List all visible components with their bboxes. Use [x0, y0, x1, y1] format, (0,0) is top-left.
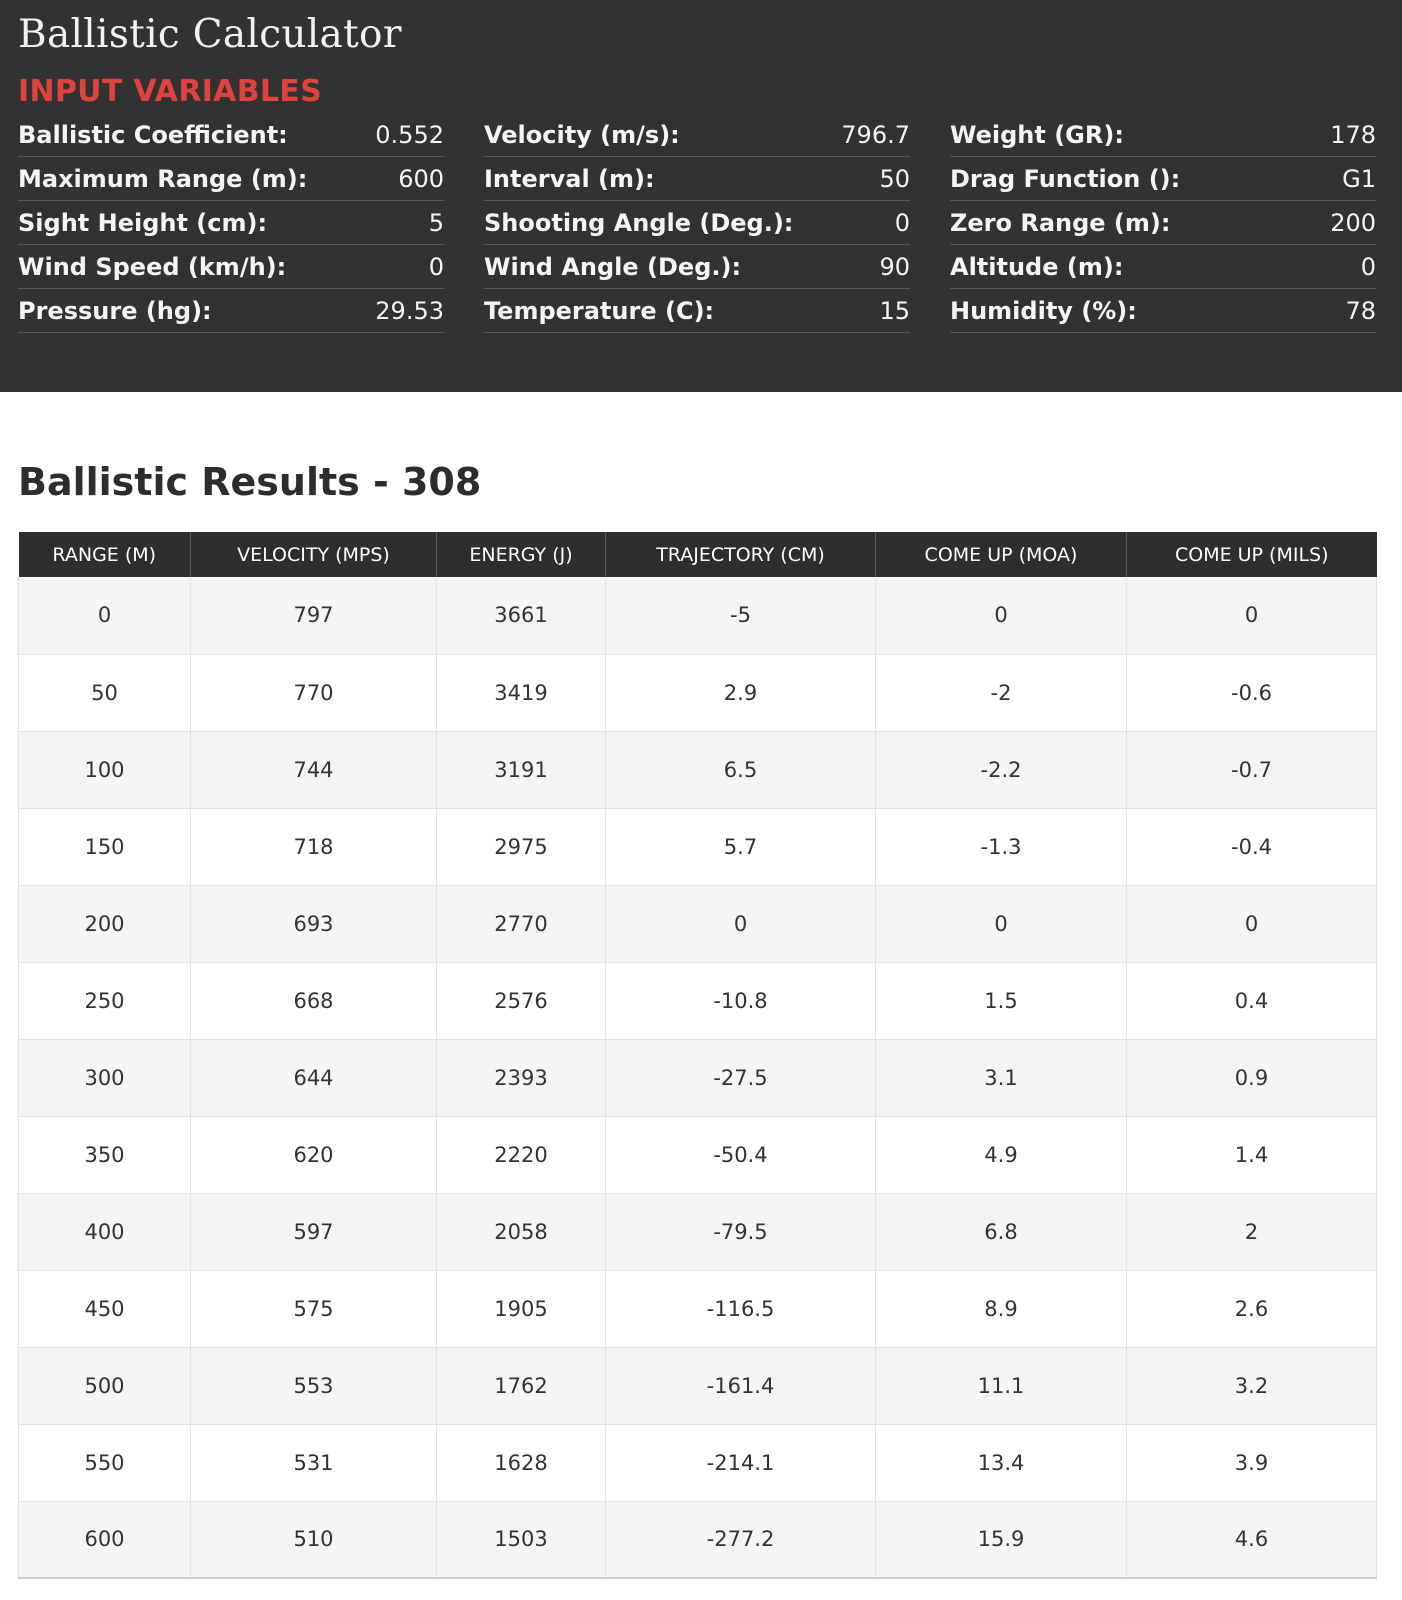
results-table [18, 532, 1377, 1579]
cell-come-up-mils: 2.6 [1127, 1270, 1377, 1347]
table-row [19, 731, 1377, 808]
cell-energy: 1503 [437, 1501, 606, 1578]
cell-energy: 2770 [437, 885, 606, 962]
cell-energy: 2576 [437, 962, 606, 1039]
input-label: Altitude (m): [950, 252, 1124, 281]
app-title: Ballistic Calculator [18, 12, 402, 57]
input-label: Maximum Range (m): [18, 164, 308, 193]
cell-energy: 3419 [437, 654, 606, 731]
table-row [19, 1270, 1377, 1347]
cell-trajectory: 5.7 [606, 808, 876, 885]
cell-velocity: 510 [191, 1501, 437, 1578]
input-row-maximum-range [18, 157, 444, 201]
cell-range: 400 [19, 1193, 191, 1270]
input-column-2 [484, 113, 910, 333]
cell-velocity: 693 [191, 885, 437, 962]
input-label: Sight Height (cm): [18, 208, 268, 237]
cell-velocity: 597 [191, 1193, 437, 1270]
cell-come-up-moa: 0 [876, 885, 1127, 962]
input-row-drag-function [950, 157, 1376, 201]
cell-come-up-mils: 1.4 [1127, 1116, 1377, 1193]
cell-trajectory: -10.8 [606, 962, 876, 1039]
cell-velocity: 644 [191, 1039, 437, 1116]
table-row [19, 885, 1377, 962]
input-label: Interval (m): [484, 164, 655, 193]
input-row-altitude [950, 245, 1376, 289]
cell-come-up-mils: -0.6 [1127, 654, 1377, 731]
cell-come-up-moa: -1.3 [876, 808, 1127, 885]
column-header-velocity: VELOCITY (MPS) [191, 532, 437, 577]
column-header-come-up-mils: COME UP (MILS) [1127, 532, 1377, 577]
input-label: Drag Function (): [950, 164, 1181, 193]
input-value: G1 [1342, 164, 1376, 193]
cell-energy: 2058 [437, 1193, 606, 1270]
cell-come-up-moa: 11.1 [876, 1347, 1127, 1424]
cell-energy: 1628 [437, 1424, 606, 1501]
cell-come-up-mils: 0.4 [1127, 962, 1377, 1039]
input-label: Shooting Angle (Deg.): [484, 208, 794, 237]
input-variables-heading: INPUT VARIABLES [18, 74, 322, 109]
input-label: Wind Angle (Deg.): [484, 252, 742, 281]
cell-velocity: 620 [191, 1116, 437, 1193]
input-value: 29.53 [375, 296, 444, 325]
input-row-zero-range [950, 201, 1376, 245]
cell-energy: 2975 [437, 808, 606, 885]
cell-range: 450 [19, 1270, 191, 1347]
table-row [19, 962, 1377, 1039]
input-value: 0 [894, 208, 910, 237]
input-panel [0, 0, 1402, 392]
input-value: 5 [428, 208, 444, 237]
input-value: 15 [879, 296, 910, 325]
column-header-trajectory: TRAJECTORY (CM) [606, 532, 876, 577]
input-row-shooting-angle [484, 201, 910, 245]
cell-trajectory: -79.5 [606, 1193, 876, 1270]
cell-trajectory: -27.5 [606, 1039, 876, 1116]
cell-range: 300 [19, 1039, 191, 1116]
input-value: 90 [879, 252, 910, 281]
table-row [19, 1424, 1377, 1501]
cell-trajectory: -50.4 [606, 1116, 876, 1193]
cell-trajectory: 0 [606, 885, 876, 962]
cell-come-up-moa: 13.4 [876, 1424, 1127, 1501]
column-header-come-up-moa: COME UP (MOA) [876, 532, 1127, 577]
input-value: 0.552 [375, 120, 444, 149]
cell-range: 500 [19, 1347, 191, 1424]
cell-trajectory: -5 [606, 577, 876, 654]
results-title: Ballistic Results - 308 [18, 460, 482, 504]
cell-come-up-mils: 0 [1127, 885, 1377, 962]
input-row-wind-speed [18, 245, 444, 289]
table-row [19, 808, 1377, 885]
cell-trajectory: 6.5 [606, 731, 876, 808]
cell-velocity: 553 [191, 1347, 437, 1424]
cell-come-up-moa: 3.1 [876, 1039, 1127, 1116]
cell-trajectory: -161.4 [606, 1347, 876, 1424]
input-value: 200 [1330, 208, 1376, 237]
cell-energy: 1905 [437, 1270, 606, 1347]
cell-range: 350 [19, 1116, 191, 1193]
cell-trajectory: -116.5 [606, 1270, 876, 1347]
input-row-temperature [484, 289, 910, 333]
cell-trajectory: -277.2 [606, 1501, 876, 1578]
table-row [19, 1039, 1377, 1116]
cell-come-up-moa: 1.5 [876, 962, 1127, 1039]
cell-velocity: 575 [191, 1270, 437, 1347]
input-label: Humidity (%): [950, 296, 1137, 325]
cell-come-up-moa: -2 [876, 654, 1127, 731]
input-row-velocity [484, 113, 910, 157]
input-label: Weight (GR): [950, 120, 1124, 149]
input-value: 0 [1360, 252, 1376, 281]
cell-velocity: 668 [191, 962, 437, 1039]
input-column-3 [950, 113, 1376, 333]
cell-range: 100 [19, 731, 191, 808]
cell-range: 250 [19, 962, 191, 1039]
input-column-1 [18, 113, 444, 333]
cell-come-up-moa: 15.9 [876, 1501, 1127, 1578]
cell-come-up-moa: -2.2 [876, 731, 1127, 808]
column-header-range: RANGE (M) [19, 532, 191, 577]
cell-trajectory: -214.1 [606, 1424, 876, 1501]
input-row-humidity [950, 289, 1376, 333]
results-table-body [19, 577, 1377, 1578]
input-value: 78 [1345, 296, 1376, 325]
input-row-sight-height [18, 201, 444, 245]
column-header-energy: ENERGY (J) [437, 532, 606, 577]
cell-come-up-mils: -0.7 [1127, 731, 1377, 808]
cell-come-up-mils: 3.9 [1127, 1424, 1377, 1501]
cell-come-up-mils: -0.4 [1127, 808, 1377, 885]
input-label: Pressure (hg): [18, 296, 212, 325]
cell-range: 600 [19, 1501, 191, 1578]
cell-trajectory: 2.9 [606, 654, 876, 731]
cell-range: 200 [19, 885, 191, 962]
cell-velocity: 718 [191, 808, 437, 885]
table-row [19, 577, 1377, 654]
cell-energy: 3661 [437, 577, 606, 654]
cell-range: 50 [19, 654, 191, 731]
input-value: 50 [879, 164, 910, 193]
input-row-pressure [18, 289, 444, 333]
cell-velocity: 770 [191, 654, 437, 731]
cell-energy: 1762 [437, 1347, 606, 1424]
cell-energy: 2393 [437, 1039, 606, 1116]
cell-come-up-mils: 4.6 [1127, 1501, 1377, 1578]
cell-come-up-moa: 6.8 [876, 1193, 1127, 1270]
cell-come-up-mils: 0 [1127, 577, 1377, 654]
cell-range: 150 [19, 808, 191, 885]
cell-velocity: 531 [191, 1424, 437, 1501]
cell-energy: 3191 [437, 731, 606, 808]
cell-come-up-moa: 8.9 [876, 1270, 1127, 1347]
cell-come-up-moa: 4.9 [876, 1116, 1127, 1193]
input-row-wind-angle [484, 245, 910, 289]
input-value: 796.7 [841, 120, 910, 149]
table-row [19, 1347, 1377, 1424]
input-label: Temperature (C): [484, 296, 715, 325]
table-header-row [19, 532, 1377, 577]
cell-come-up-mils: 3.2 [1127, 1347, 1377, 1424]
cell-energy: 2220 [437, 1116, 606, 1193]
input-value: 178 [1330, 120, 1376, 149]
input-value: 0 [428, 252, 444, 281]
input-label: Velocity (m/s): [484, 120, 680, 149]
cell-come-up-moa: 0 [876, 577, 1127, 654]
input-label: Zero Range (m): [950, 208, 1171, 237]
table-row [19, 1193, 1377, 1270]
cell-range: 0 [19, 577, 191, 654]
table-row [19, 654, 1377, 731]
cell-range: 550 [19, 1424, 191, 1501]
input-row-weight [950, 113, 1376, 157]
input-row-interval [484, 157, 910, 201]
cell-velocity: 797 [191, 577, 437, 654]
input-value: 600 [398, 164, 444, 193]
cell-velocity: 744 [191, 731, 437, 808]
table-row [19, 1501, 1377, 1578]
cell-come-up-mils: 2 [1127, 1193, 1377, 1270]
input-row-ballistic-coefficient [18, 113, 444, 157]
input-label: Wind Speed (km/h): [18, 252, 287, 281]
cell-come-up-mils: 0.9 [1127, 1039, 1377, 1116]
table-row [19, 1116, 1377, 1193]
input-label: Ballistic Coefficient: [18, 120, 288, 149]
